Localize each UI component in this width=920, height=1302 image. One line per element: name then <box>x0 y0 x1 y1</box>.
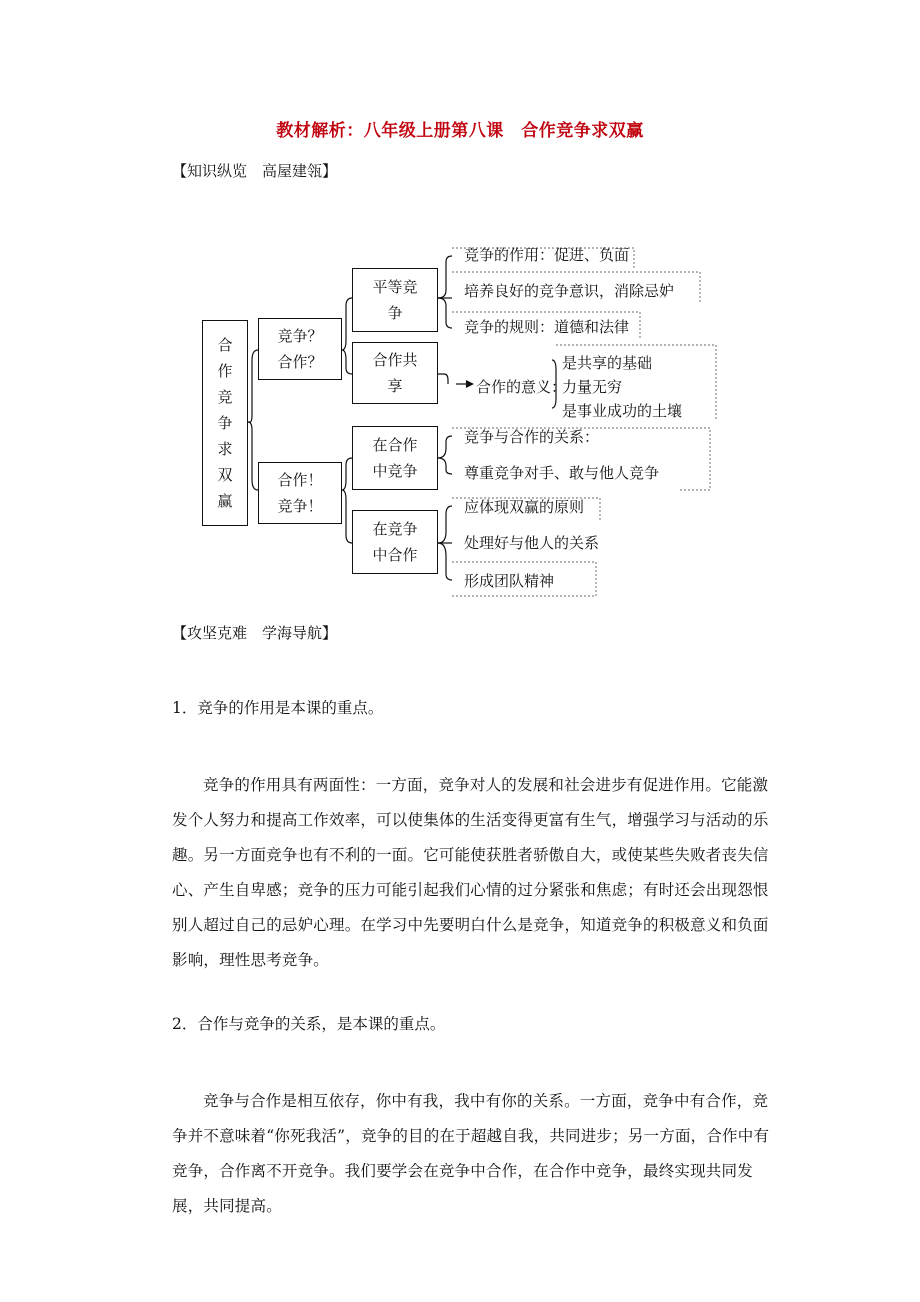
l2-box-coop-in-compete <box>352 510 438 574</box>
l2-box-fair-compete <box>352 268 438 332</box>
leaf-respect: 尊重竞争对手、敢与他人竞争 <box>464 464 660 482</box>
point-heading: 2．合作与竞争的关系，是本课的重点。 <box>172 1015 446 1033</box>
leaf-compete-rules: 竞争的规则：道德和法律 <box>464 318 630 336</box>
leaf-relationship: 处理好与他人的关系 <box>464 534 600 552</box>
document-title: 教材解析：八年级上册第八课 合作竞争求双赢 <box>276 121 644 141</box>
l2-box-compete-in-coop <box>352 426 438 490</box>
brace-compete-3 <box>438 298 452 328</box>
box-line: 争 <box>387 304 403 322</box>
box-line: 合作共 <box>372 351 418 369</box>
leaf-compete-role: 竞争的作用：促进、负面 <box>464 246 630 264</box>
connector-l1b-l2d <box>342 490 352 543</box>
leaf-share-3: 是事业成功的土壤 <box>562 402 683 420</box>
box-line: 合作！ <box>277 471 323 489</box>
root-char: 竞 <box>217 388 233 406</box>
leaf-share-1: 是共享的基础 <box>562 354 653 372</box>
leaf-team: 形成团队精神 <box>464 572 555 590</box>
concept-diagram <box>0 0 920 620</box>
diagram-connectors <box>0 0 920 620</box>
root-char: 争 <box>217 414 233 432</box>
box-line: 竞争？ <box>277 327 323 345</box>
box-line: 在合作 <box>372 436 418 454</box>
box-line: 中竞争 <box>372 462 418 480</box>
leaf-relation: 竞争与合作的关系： <box>464 428 600 446</box>
l1-box-compete-question <box>258 318 342 380</box>
l2-box-coop-share <box>352 342 438 404</box>
connector-l1a-l2a <box>342 298 352 350</box>
root-box <box>202 320 248 526</box>
connector-share <box>438 374 448 384</box>
root-char: 赢 <box>217 492 233 510</box>
arrow-head-icon <box>466 380 474 388</box>
connector-l1a-l2b <box>342 350 352 374</box>
leaf-win-win: 应体现双赢的原则 <box>464 498 585 516</box>
brace-comp-3 <box>438 543 452 580</box>
box-line: 合作？ <box>277 353 323 371</box>
point-heading: 1．竞争的作用是本课的重点。 <box>172 699 384 717</box>
box-line: 中合作 <box>372 546 418 564</box>
point-body: 竞争与合作是相互依存，你中有我，我中有你的关系。一方面，竞争中有合作，竞争并不意味着“你死我活”，竞争的目的在于超越自我，共同进步；另一方面，合作中有竞争，合作离不开竞争。我们要学会在竞争中合作，在合作中竞争，最终实现共同发展，共同提高。 <box>172 1092 770 1215</box>
box-line: 享 <box>387 377 403 395</box>
section-heading-overview: 【知识纵览 高屋建瓴】 <box>172 162 338 180</box>
brace-coop-2 <box>438 458 452 474</box>
root-char: 作 <box>217 362 233 380</box>
box-line: 竞争！ <box>277 497 323 515</box>
leaf-share-label: 合作的意义： <box>476 378 567 396</box>
l1-box-coop-exclaim <box>258 462 342 524</box>
leaf-share-2: 力量无穷 <box>562 378 623 396</box>
root-char: 求 <box>217 440 233 458</box>
section-heading-guide: 【攻坚克难 学海导航】 <box>172 624 338 642</box>
connector-l1b-l2c <box>342 458 352 490</box>
box-line: 平等竞 <box>372 278 418 296</box>
point-body: 竞争的作用具有两面性：一方面，竞争对人的发展和社会进步有促进作用。它能激发个人努力和提高工作效率，可以使集体的生活变得更富有生气，增强学习与活动的乐趣。另一方面竞争也有不利的一面。它可能使获胜者骄傲自大，或使某些失败者丧失信心、产生自卑感；竞争的压力可能引起我们心情的过分紧张和焦虑；有时还会出现怨恨别人超过自己的忌妒心理。在学习中先要明白什么是竞争，知道竞争的积极意义和负面影响，理性思考竞争。 <box>172 776 769 969</box>
root-char: 合 <box>217 336 233 354</box>
connector-root-bottom <box>248 422 258 490</box>
brace-comp-1 <box>438 506 452 543</box>
box-line: 在竞争 <box>372 520 418 538</box>
root-char: 双 <box>217 466 233 484</box>
leaf-compete-awareness: 培养良好的竞争意识，消除忌妒 <box>464 282 675 300</box>
brace-coop-1 <box>438 436 452 458</box>
brace-compete-1 <box>438 256 452 298</box>
connector-root-top <box>248 350 258 422</box>
